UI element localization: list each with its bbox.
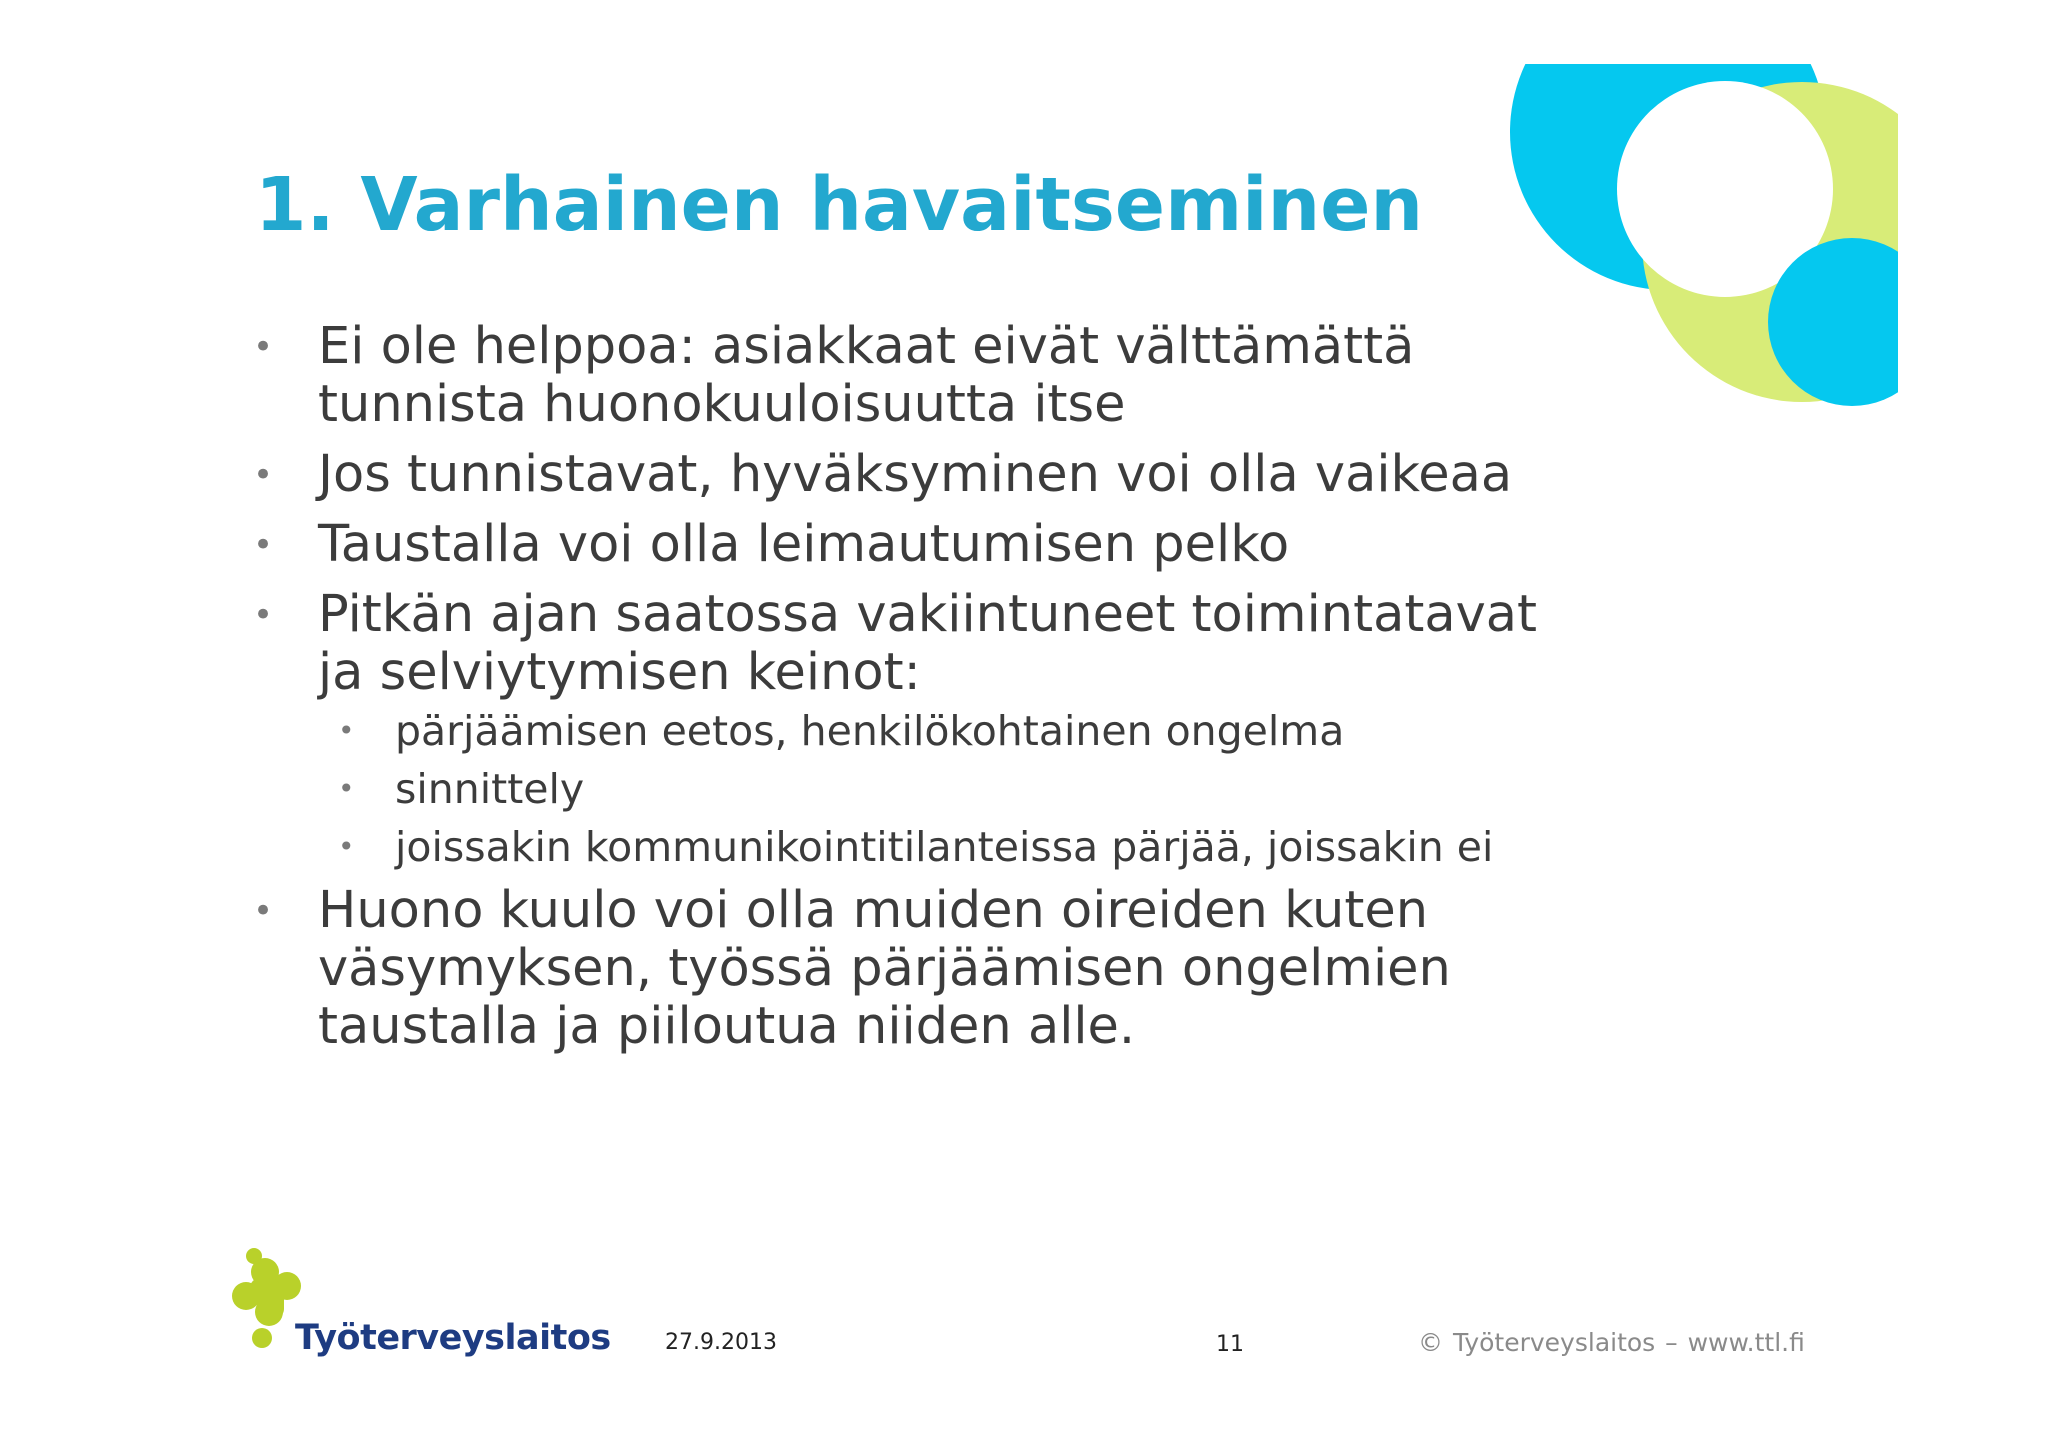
logo-wordmark: Työterveyslaitos (295, 1318, 611, 1358)
list-item-text: Taustalla voi olla leimautumisen pelko (318, 515, 1290, 574)
bullet-icon: • (253, 327, 274, 367)
bullet-icon: • (253, 891, 274, 931)
circles-decoration-icon (1510, 64, 1900, 424)
list-item (250, 586, 1550, 870)
list-item-text: Jos tunnistavat, hyväksyminen voi olla vaikeaa (318, 445, 1513, 504)
sub-list-item-text: pärjäämisen eetos, henkilökohtainen ongelma (395, 707, 1345, 755)
list-item (250, 516, 1550, 574)
bullet-icon: • (338, 772, 355, 805)
footer-copyright: © Työterveyslaitos – www.ttl.fi (1418, 1328, 1805, 1357)
list-item-text: Huono kuulo voi olla muiden oireiden kuten väsymyksen, työssä pärjäämisen ongelmien taustalla ja piiloutua niiden alle. (318, 881, 1451, 1056)
sub-list-item-text: sinnittely (395, 765, 585, 813)
bullet-icon: • (253, 455, 274, 495)
bullet-icon: • (338, 830, 355, 863)
sub-list-container (250, 708, 1550, 870)
list-item (250, 446, 1550, 504)
sub-bullet-list (250, 708, 1550, 870)
page-title: 1. Varhainen havaitseminen (255, 162, 1424, 248)
bullet-list-container (250, 318, 1550, 1068)
list-item-text: Ei ole helppoa: asiakkaat eivät välttämättä tunnista huonokuuloisuutta itse (318, 317, 1415, 434)
sub-list-item-text: joissakin kommunikointitilanteissa pärjää, joissakin ei (395, 823, 1494, 871)
bullet-icon: • (253, 525, 274, 565)
list-item (250, 318, 1550, 434)
bullet-icon: • (253, 595, 274, 635)
list-item-text: Pitkän ajan saatossa vakiintuneet toimintatavat ja selviytymisen keinot: (318, 585, 1538, 702)
footer-date: 27.9.2013 (665, 1330, 777, 1355)
bullet-icon: • (338, 714, 355, 747)
bullet-list (250, 318, 1550, 1056)
sub-list-item (250, 766, 1550, 812)
sub-list-item (250, 824, 1550, 870)
sub-list-item (250, 708, 1550, 754)
page-number: 11 (1216, 1332, 1244, 1357)
list-item (250, 882, 1550, 1056)
